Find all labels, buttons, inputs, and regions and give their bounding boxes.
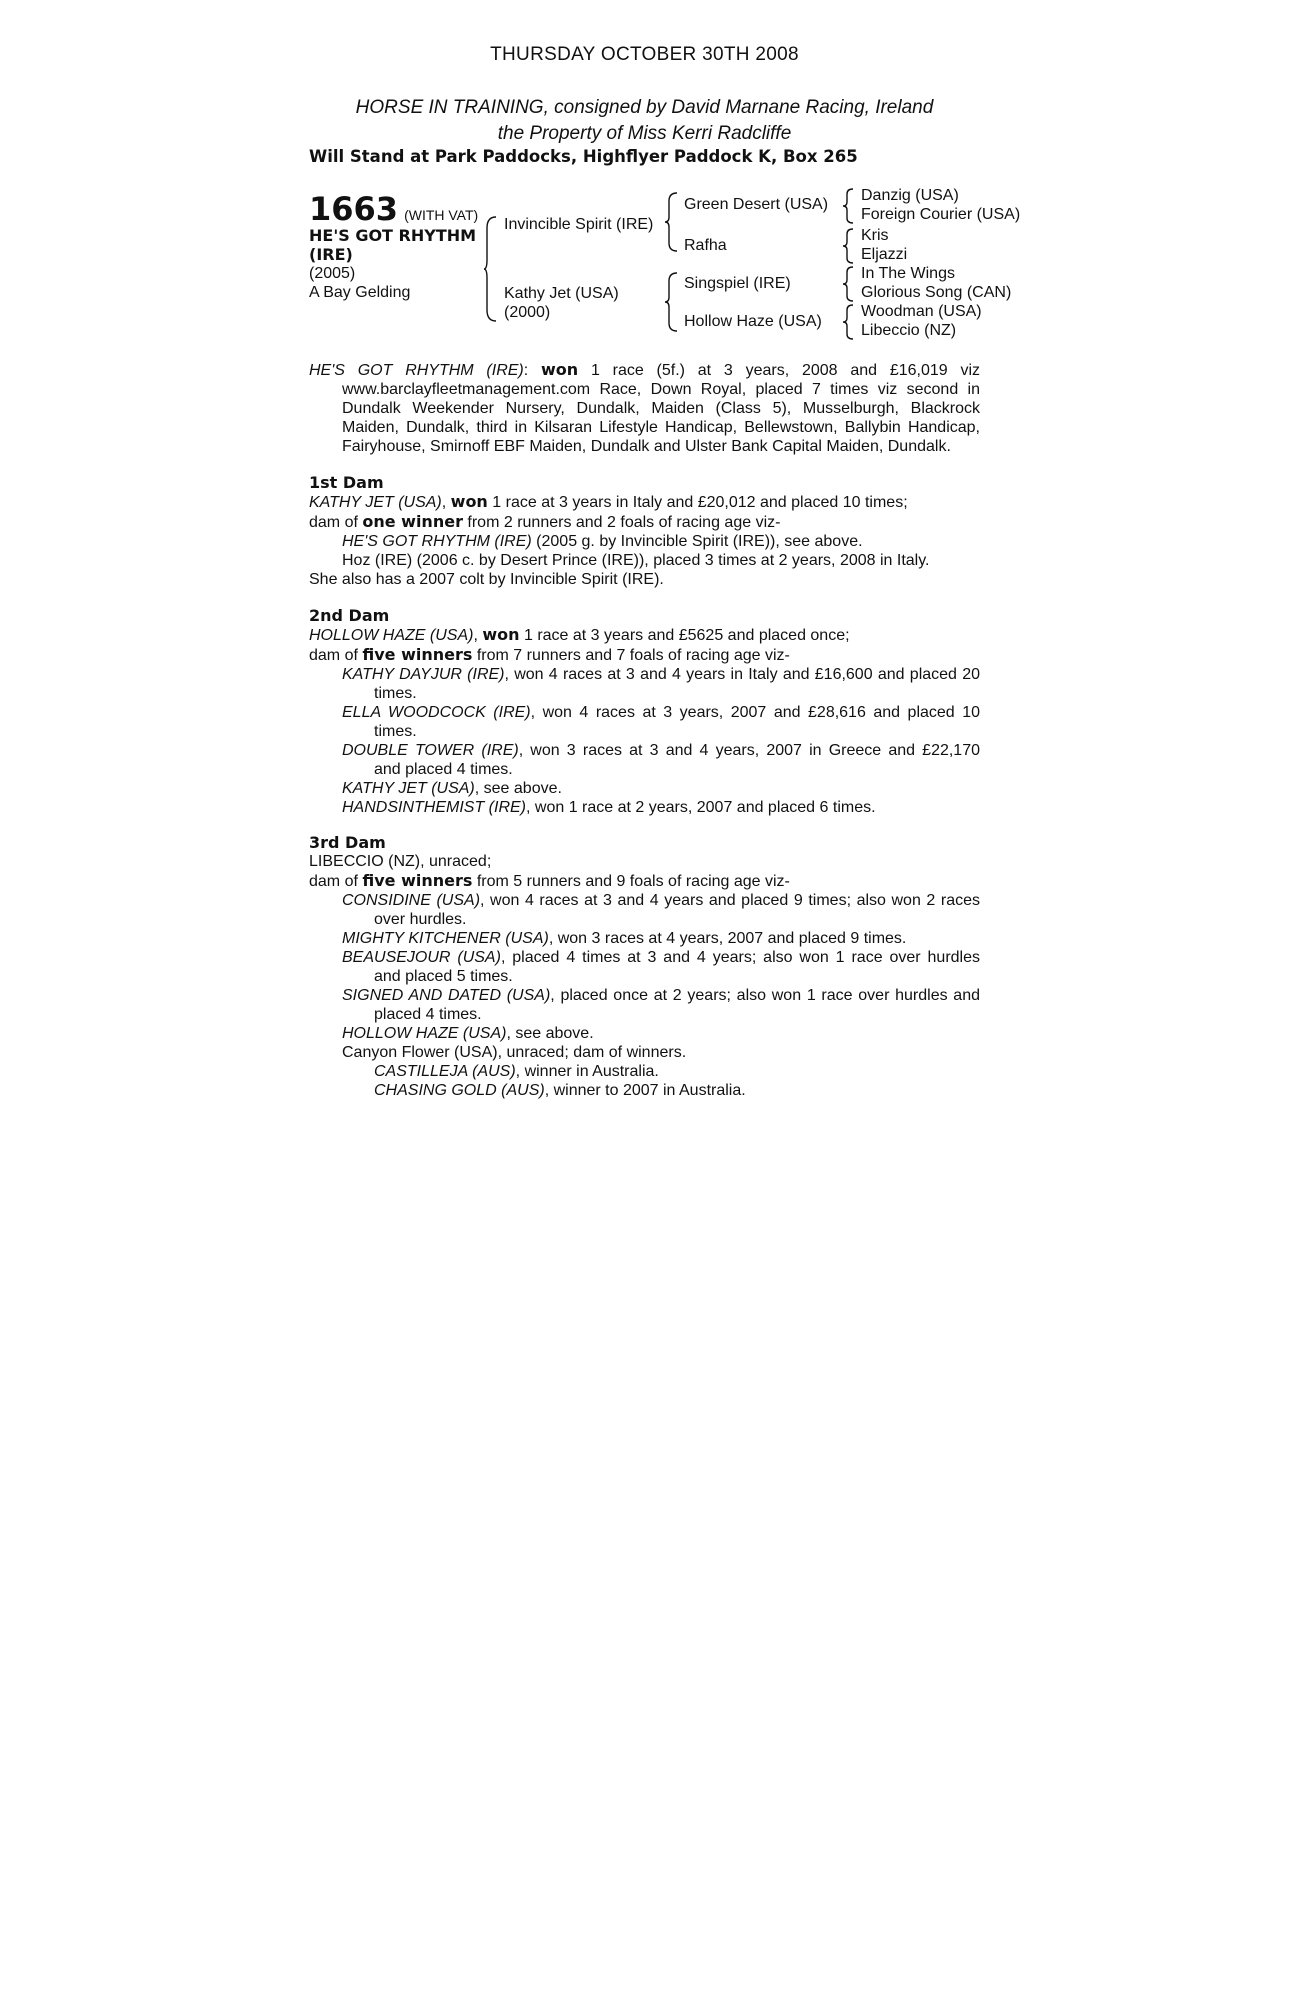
produce-text: placed 4 times. <box>374 1006 482 1023</box>
pedigree-sd-sire: Kris <box>861 227 889 244</box>
pedigree-sire: Invincible Spirit (IRE) <box>504 216 654 233</box>
horse-name: HE'S GOT RHYTHM (IRE) <box>309 226 477 264</box>
produce-text: over hurdles. <box>374 911 467 928</box>
summary-won: won <box>540 360 579 379</box>
first-dam-title: 1st Dam <box>309 473 384 492</box>
third-dam-section <box>309 833 980 1100</box>
lot-vat: (WITH VAT) <box>404 207 479 223</box>
summary-line1: 1 race (5f.) at 3 years, 2008 and £16,019 viz <box>578 362 980 379</box>
produce-name: ELLA WOODCOCK (IRE) <box>342 704 531 721</box>
grand-produce-text: , winner to 2007 in Australia. <box>544 1082 746 1099</box>
pedigree-dam-dam: Hollow Haze (USA) <box>684 313 822 330</box>
produce-text: , won 4 races at 3 and 4 years in Italy and £16,600 and placed 20 <box>504 666 980 683</box>
lot-heading <box>309 190 478 228</box>
stand-line: Will Stand at Park Paddocks, Highflyer Paddock K, Box 265 <box>309 147 858 166</box>
produce-text: , see above. <box>474 780 562 797</box>
produce-line: Hoz (IRE) (2006 c. by Desert Prince (IRE)), placed 3 times at 2 years, 2008 in Italy. <box>342 552 930 569</box>
produce-text: , won 4 races at 3 years, 2007 and £28,616 and placed 10 <box>530 704 980 721</box>
pedigree-sire-sire: Green Desert (USA) <box>684 196 829 213</box>
produce-name: KATHY JET (USA) <box>342 780 475 797</box>
first-dam-winners: one winner <box>362 512 463 531</box>
sale-date: THURSDAY OCTOBER 30TH 2008 <box>490 44 799 65</box>
produce-text: and placed 4 times. <box>374 761 513 778</box>
brace-green-desert <box>843 188 855 224</box>
race-record-line: www.barclayfleetmanagement.com Race, Down Royal, placed 7 times viz second in <box>342 381 980 398</box>
produce-name: HE'S GOT RHYTHM (IRE) <box>342 533 532 550</box>
first-dam-won: won <box>450 492 488 511</box>
race-record-line: Dundalk Weekender Nursery, Dundalk, Maiden (Class 5), Musselburgh, Blackrock <box>342 400 980 417</box>
first-dam-record: 1 race at 3 years in Italy and £20,012 and placed 10 times; <box>487 494 908 511</box>
second-dam-of-pre: dam of <box>309 647 363 664</box>
third-dam-title: 3rd Dam <box>309 833 386 852</box>
produce-text: , won 3 races at 4 years, 2007 and placed 9 times. <box>548 930 907 947</box>
pedigree-dam-year: (2000) <box>504 304 551 321</box>
produce-name: BEAUSEJOUR (USA) <box>342 949 501 966</box>
second-dam-winners: five winners <box>362 645 473 664</box>
second-dam-won: won <box>482 625 520 644</box>
race-record-line: Fairyhouse, Smirnoff EBF Maiden, Dundalk and Ulster Bank Capital Maiden, Dundalk. <box>342 438 951 455</box>
grand-produce-text: , winner in Australia. <box>515 1063 659 1080</box>
pedigree-ss-sire: Danzig (USA) <box>861 187 959 204</box>
first-dam-name: KATHY JET (USA) <box>309 494 442 511</box>
second-dam-section: 2nd Dam HOLLOW HAZE (USA), won 1 race at 3 years and £5625 and placed once; dam of five winners from 7 runners and 7 foals of racing age viz- KATHY DAYJUR (IRE), won 4 races at 3 and 4 years in Italy and £16,600 and placed 20 times. ELLA WOODCOCK (IRE), won 4 races at 3 years, 2007 and £28,616 and placed 10 times. DOUBLE TOWER (IRE), won 3 races at 3 and 4 years, 2007 in Greece and £22,170 and placed 4 times. KATHY JET (USA), see above. HANDSINTHEMIST (IRE), won 1 race at 2 years, 2007 and placed 6 times. <box>309 606 981 816</box>
third-dam-of-pre: dam of <box>309 873 363 890</box>
third-dam-winners: five winners <box>362 871 473 890</box>
grand-produce-name: CHASING GOLD (AUS) <box>374 1082 545 1099</box>
pedigree-dam: Kathy Jet (USA) <box>504 285 619 302</box>
pedigree-dd-dam: Libeccio (NZ) <box>861 322 957 339</box>
third-dam-name: LIBECCIO (NZ), unraced; <box>309 853 492 870</box>
second-dam-name: HOLLOW HAZE (USA) <box>309 627 474 644</box>
brace-rafha <box>843 228 855 264</box>
race-record-line: Maiden, Dundalk, third in Kilsaran Lifestyle Handicap, Bellewstown, Ballybin Handicap, <box>342 419 980 436</box>
pedigree-ss-dam: Foreign Courier (USA) <box>861 206 1021 223</box>
produce-text: , placed 4 times at 3 and 4 years; also won 1 race over hurdles <box>500 949 981 966</box>
second-dam-title: 2nd Dam <box>309 606 390 625</box>
second-dam-of-post: from 7 runners and 7 foals of racing age viz- <box>472 647 790 664</box>
lot-number: 1663 <box>309 190 399 228</box>
horse-year: (2005) <box>309 265 356 282</box>
produce-text: and placed 5 times. <box>374 968 513 985</box>
race-record-line: HE'S GOT RHYTHM (IRE): won 1 race (5f.) at 3 years, 2008 and £16,019 viz <box>309 360 980 379</box>
first-dam-of-post: from 2 runners and 2 foals of racing age viz- <box>462 514 781 531</box>
property-line: the Property of Miss Kerri Radcliffe <box>497 123 792 144</box>
produce-text: , see above. <box>506 1025 594 1042</box>
third-dam-of-post: from 5 runners and 9 foals of racing age viz- <box>472 873 790 890</box>
produce-text: , won 1 race at 2 years, 2007 and placed 6 times. <box>526 799 876 816</box>
brace-hollow-haze <box>843 304 855 340</box>
race-record <box>309 360 980 456</box>
pedigree-dd-sire: Woodman (USA) <box>861 303 982 320</box>
grand-produce-name: CASTILLEJA (AUS) <box>374 1063 516 1080</box>
brace-gen1 <box>484 216 498 322</box>
produce-text: , won 4 races at 3 and 4 years and placed 9 times; also won 2 races <box>480 892 981 909</box>
produce-name: HANDSINTHEMIST (IRE) <box>342 799 526 816</box>
pedigree-sd-dam: Eljazzi <box>861 246 908 263</box>
produce-name: HOLLOW HAZE (USA) <box>342 1025 507 1042</box>
horse-description: A Bay Gelding <box>309 284 411 301</box>
consignment-line: HORSE IN TRAINING, consigned by David Marnane Racing, Ireland <box>355 97 934 118</box>
brace-dam <box>665 272 679 332</box>
summary-horse-name: HE'S GOT RHYTHM (IRE) <box>309 362 524 379</box>
produce-text: , won 3 races at 3 and 4 years, 2007 in Greece and £22,170 <box>518 742 981 759</box>
pedigree-ds-dam: Glorious Song (CAN) <box>861 284 1012 301</box>
produce-name: DOUBLE TOWER (IRE) <box>342 742 519 759</box>
produce-name: CONSIDINE (USA) <box>342 892 481 909</box>
produce-text: times. <box>374 685 417 702</box>
produce-name: SIGNED AND DATED (USA) <box>342 987 551 1004</box>
pedigree-ds-sire: In The Wings <box>861 265 955 282</box>
produce-text: times. <box>374 723 417 740</box>
produce-line: Canyon Flower (USA), unraced; dam of winners. <box>342 1044 687 1061</box>
produce-text: (2005 g. by Invincible Spirit (IRE)), see above. <box>531 533 863 550</box>
first-dam-section: 1st Dam KATHY JET (USA), won 1 race at 3 years in Italy and £20,012 and placed 10 times; dam of one winner from 2 runners and 2 foals of racing age viz- HE'S GOT RHYTHM (IRE) (2005 g. by Invincible Spirit (IRE)), see above. Hoz (IRE) (2006 c. by Desert Prince (IRE)), placed 3 times at 2 years, 2008 in Italy. She also has a 2007 colt by Invincible Spirit (IRE). <box>309 473 980 589</box>
produce-name: MIGHTY KITCHENER (USA) <box>342 930 549 947</box>
first-dam-note: She also has a 2007 colt by Invincible Spirit (IRE). <box>309 571 664 588</box>
brace-singspiel <box>843 266 855 302</box>
pedigree-sire-dam: Rafha <box>684 237 727 254</box>
produce-name: KATHY DAYJUR (IRE) <box>342 666 505 683</box>
second-dam-record: 1 race at 3 years and £5625 and placed once; <box>519 627 850 644</box>
produce-text: , placed once at 2 years; also won 1 race over hurdles and <box>550 987 980 1004</box>
first-dam-of-pre: dam of <box>309 514 363 531</box>
brace-sire <box>665 192 679 252</box>
pedigree-dam-sire: Singspiel (IRE) <box>684 275 791 292</box>
